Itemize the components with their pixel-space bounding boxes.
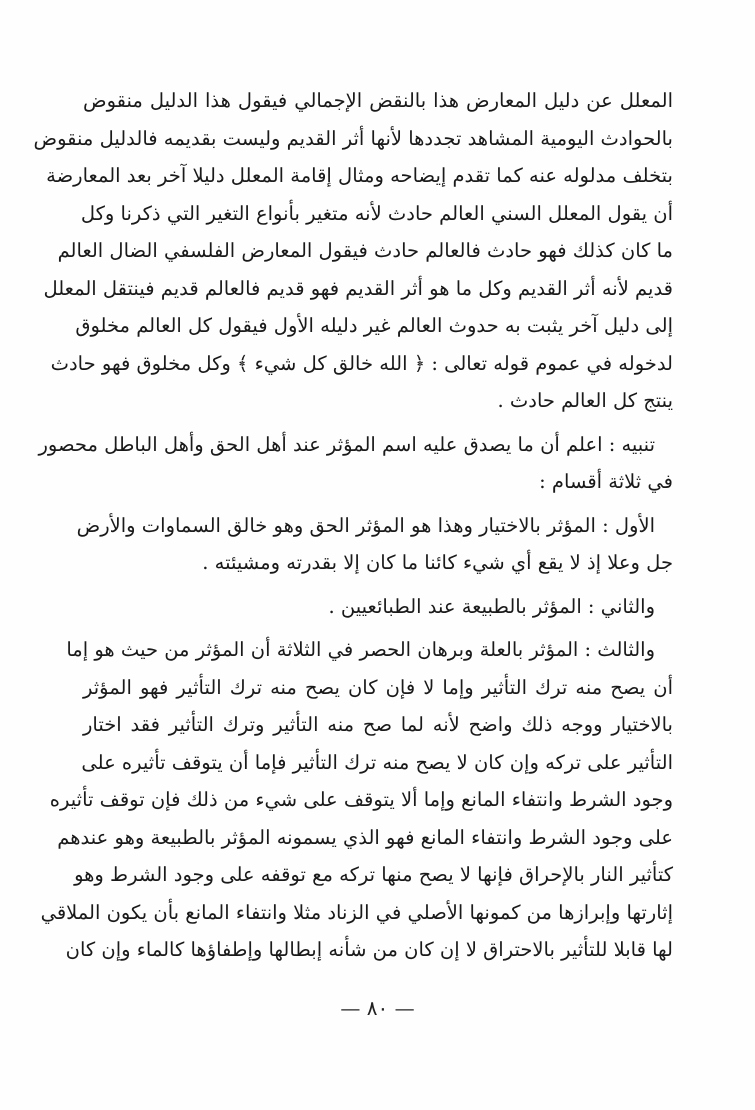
text-line: المعلل عن دليل المعارض هذا بالنقض الإجمالي فيقول هذا الدليل منقوض: [83, 89, 673, 112]
text-line: الأول : المؤثر بالاختيار وهذا هو المؤثر الحق وهو خالق السماوات والأرض: [76, 513, 655, 537]
text-line: لها قابلا للتأثير بالاحتراق لا إن كان من شأنه إبطالها وإطفاؤها كالماء وإن كان: [65, 938, 673, 961]
text-line: أن يصح منه ترك التأثير وإما لا فإن كان يصح منه ترك التأثير فهو المؤثر: [83, 675, 673, 699]
text-line: على وجود الشرط وانتفاء المانع فهو الذي يسمونه المؤثر بالطبيعة وهو عندهم: [57, 825, 673, 849]
paragraph: [38, 426, 673, 501]
text-line: أن يقول المعلل السني العالم حادث لأنه متغير بأنواع التغير التي ذكرنا وكل: [80, 201, 673, 225]
paragraph: [33, 82, 673, 420]
text-line: بالحوادث اليومية المشاهد تجددها لأنها أثر القديم وليست بقديمه فالدليل منقوض: [33, 126, 673, 150]
paragraph: [83, 588, 673, 626]
text-line: بالاختيار ووجه ذلك واضح لأنه لما صح منه التأثير وترك التأثير فقد اختار: [83, 713, 673, 736]
body-text: [33, 82, 673, 969]
text-line: لدخوله في عموم قوله تعالى : ﴿ الله خالق كل شيء ﴾ وكل مخلوق فهو حادث: [50, 351, 673, 375]
text-line: التأثير على تركه وإن كان لا يصح منه ترك التأثير فإما أن يتوقف تأثيره على: [81, 750, 673, 774]
text-line: إلى دليل آخر يثبت به حدوث العالم غير دليله الأول فيقول كل العالم مخلوق: [75, 314, 673, 337]
paragraph: [40, 631, 673, 969]
text-line: في ثلاثة أقسام :: [539, 470, 673, 493]
text-line: والثاني : المؤثر بالطبيعة عند الطبائعيين .: [328, 594, 655, 618]
text-line: قديم لأنه أثر القديم وكل ما هو أثر القديم فهو قديم فالعالم قديم فينتقل المعلل: [43, 276, 673, 300]
text-line: تنبيه : اعلم أن ما يصدق عليه اسم المؤثر عند أهل الحق وأهل الباطل محصور: [38, 432, 655, 456]
text-line: والثالث : المؤثر بالعلة وبرهان الحصر في الثلاثة أن المؤثر من حيث هو إما: [66, 638, 655, 661]
page-number: — ٨٠ —: [340, 996, 415, 1020]
text-line: إثارتها وإبرازها من كمونها الأصلي في الزناد مثلا وانتفاء المانع بأن يكون الملاقي: [40, 900, 673, 924]
text-line: وجود الشرط وانتفاء المانع وإما ألا يتوقف على شيء من ذلك فإن توقف تأثيره: [49, 788, 673, 811]
text-line: ما كان كذلك فهو حادث فالعالم حادث فيقول المعارض الفلسفي الضال العالم: [57, 239, 673, 262]
text-line: كتأثير النار بالإحراق فإنها لا يصح منها تركه مع توقفه على وجود الشرط وهو: [74, 863, 673, 886]
text-line: جل وعلا إذ لا يقع أي شيء كائنا ما كان إلا بقدرته ومشيئته .: [202, 551, 673, 574]
text-line: ينتج كل العالم حادث .: [497, 389, 673, 412]
text-line: بتخلف مدلوله عنه كما تقدم إيضاحه ومثال إقامة المعلل دليلا آخر بعد المعارضة: [46, 164, 673, 187]
paragraph: [76, 507, 673, 582]
